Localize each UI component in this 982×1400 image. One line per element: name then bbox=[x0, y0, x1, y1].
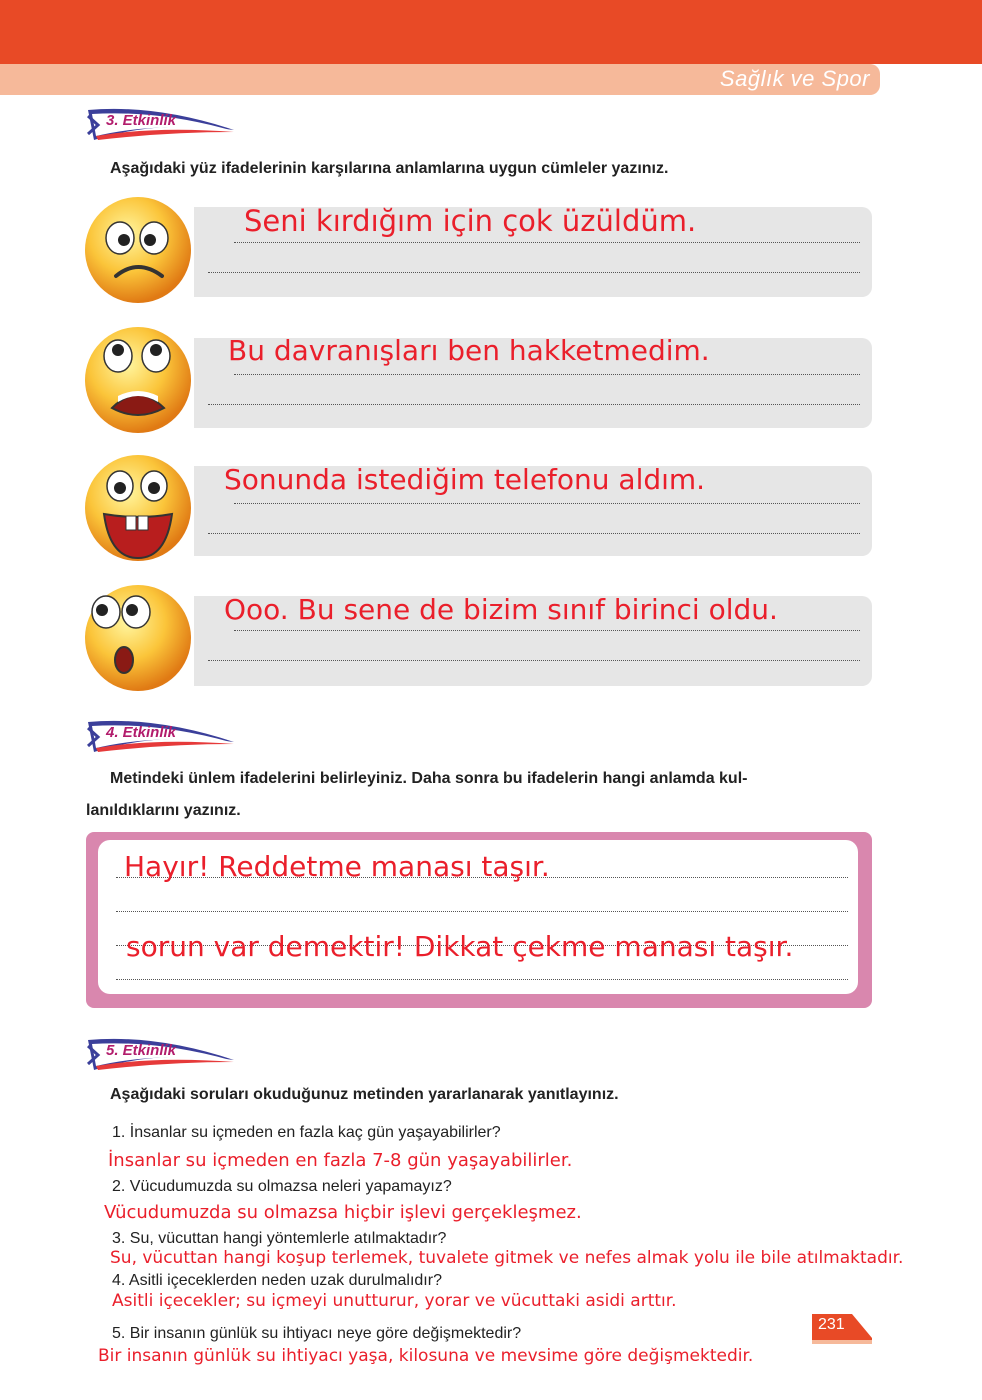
answer-1: İnsanlar su içmeden en fazla 7-8 gün yaşayabilirler. bbox=[108, 1150, 573, 1171]
dotted-line bbox=[208, 533, 860, 534]
exclamation-answer-2: sorun var demektir! Dikkat çekme manası taşır. bbox=[126, 930, 794, 963]
activity-3-instruction: Aşağıdaki yüz ifadelerinin karşılarına anlamlarına uygun cümleler yazınız. bbox=[110, 160, 669, 177]
activity-4-instruction-line1: Metindeki ünlem ifadelerini belirleyiniz. Daha sonra bu ifadelerin hangi anlamda kul- bbox=[110, 770, 748, 787]
dotted-line bbox=[208, 404, 860, 405]
dotted-line bbox=[208, 272, 860, 273]
dotted-line bbox=[234, 503, 860, 504]
activity-4-label: 4. Etkinlik bbox=[106, 724, 177, 741]
dotted-line bbox=[234, 242, 860, 243]
header-bar bbox=[0, 0, 982, 64]
page-number-tab bbox=[812, 1314, 872, 1344]
dotted-line bbox=[234, 374, 860, 375]
question-1: 1. İnsanlar su içmeden en fazla kaç gün yaşayabilirler? bbox=[112, 1124, 501, 1141]
dotted-line bbox=[234, 630, 860, 631]
sad-face-icon bbox=[82, 194, 194, 306]
activity-3-badge bbox=[86, 106, 236, 142]
activity-3-label: 3. Etkinlik bbox=[106, 112, 177, 129]
chapter-title: Sağlık ve Spor bbox=[719, 66, 870, 91]
answer-3: Su, vücuttan hangi koşup terlemek, tuvalete gitmek ve nefes almak yolu ile bile atılmaktadır. bbox=[110, 1248, 904, 1268]
answer-5: Bir insanın günlük su ihtiyacı yaşa, kilosuna ve mevsime göre değişmektedir. bbox=[98, 1346, 754, 1366]
exclamation-answer-1: Hayır! Reddetme manası taşır. bbox=[124, 850, 550, 883]
shocked-face-icon bbox=[82, 324, 194, 436]
face-answer-1: Seni kırdığım için çok üzüldüm. bbox=[244, 204, 697, 238]
dotted-line bbox=[116, 979, 848, 980]
activity-4-badge bbox=[86, 718, 236, 754]
face-answer-2: Bu davranışları ben hakketmedim. bbox=[228, 334, 710, 367]
activity-5-label: 5. Etkinlik bbox=[106, 1042, 177, 1059]
answer-2: Vücudumuzda su olmazsa hiçbir işlevi gerçekleşmez. bbox=[104, 1202, 582, 1223]
answer-4: Asitli içecekler; su içmeyi unutturur, yorar ve vücuttaki asidi arttır. bbox=[112, 1291, 677, 1311]
activity-5-badge bbox=[86, 1036, 236, 1072]
surprised-face-icon bbox=[82, 582, 194, 694]
activity-5-instruction: Aşağıdaki soruları okuduğunuz metinden yararlanarak yanıtlayınız. bbox=[110, 1086, 619, 1103]
question-5: 5. Bir insanın günlük su ihtiyacı neye göre değişmektedir? bbox=[112, 1325, 522, 1342]
face-answer-3: Sonunda istediğim telefonu aldım. bbox=[224, 463, 706, 496]
question-3: 3. Su, vücuttan hangi yöntemlerle atılmaktadır? bbox=[112, 1230, 447, 1247]
dotted-line bbox=[116, 911, 848, 912]
activity-4-instruction-line2: lanıldıklarını yazınız. bbox=[86, 802, 241, 819]
dotted-line bbox=[208, 660, 860, 661]
question-4: 4. Asitli içeceklerden neden uzak durulmalıdır? bbox=[112, 1272, 442, 1289]
page-number: 231 bbox=[818, 1316, 845, 1333]
question-2: 2. Vücudumuzda su olmazsa neleri yapamayız? bbox=[112, 1178, 452, 1195]
happy-face-icon bbox=[82, 452, 194, 564]
face-answer-4: Ooo. Bu sene de bizim sınıf birinci oldu. bbox=[224, 593, 778, 626]
